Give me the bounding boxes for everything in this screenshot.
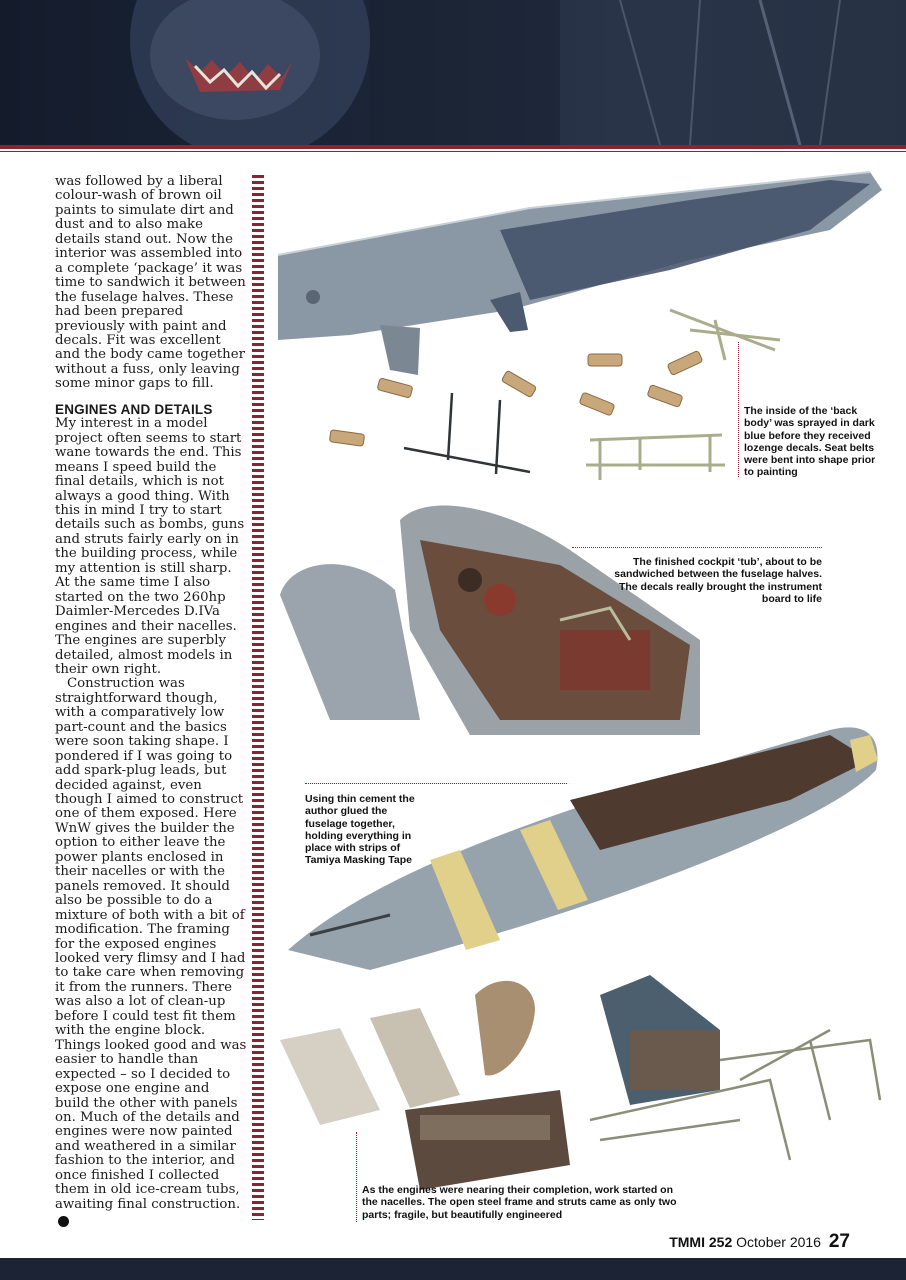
body-paragraph-3-text: Construction was straightforward though, with a comparatively low part-count and the basics were soon taking shape. I pondered if I was going to add spark-plug leads, but decided against, even though I aimed to construct one of them exposed. Here WnW gives the builder the option to either leave the power plants enclosed in their nacelles or with the panels removed. It should also be possible to do a mixture of both with a bit of modification. The framing for the exposed engines looked very flimsy and I had to take care when removing it from the runners. There was also a lot of clean-up before I could test fit them with the engine block. Things looked good and was easier to handle than expected – so I decided to expose one engine and build the other with panels on. Much of the details and engines were now painted and weathered in a similar fashion to the interior, and once finished I collected them in old ice-cream tubs, awaiting final construction.: [55, 676, 247, 1212]
header-photo: [0, 0, 906, 145]
article-body: [55, 175, 247, 1227]
caption-leader-cement: [305, 783, 567, 784]
page-footer: [669, 1231, 850, 1253]
footer-band: [0, 1258, 906, 1280]
body-paragraph-1: was followed by a liberal colour-wash of brown oil paints to simulate dirt and dust and to also make details stand out. Now the interior was assembled into a complete ‘package’ it was time to sandwich it between the fuselage halves. These had been prepared previously with paint and decals. Fit was excellent and the body came together without a fuss, only leaving some minor gaps to fill.: [55, 174, 246, 392]
caption-cockpit-tub: The finished cockpit ‘tub’, about to be sandwiched between the fuselage halves. The decals really brought the instrument board to life: [614, 556, 822, 605]
page-number: 27: [828, 1231, 850, 1252]
end-of-article-icon: ▶: [58, 1216, 69, 1227]
body-paragraph-3: [55, 677, 247, 1227]
caption-engines: As the engines were nearing their completion, work started on the nacelles. The open steel frame and struts came as only two parts; fragile, but beautifully engineered: [362, 1184, 677, 1221]
body-paragraph-2: My interest in a model project often seems to start wane towards the end. This means I speed build the final details, which is not always a good thing. With this in mind I try to start details such as bombs, guns and struts fairly early on in the building process, while my attention is still sharp. At the same time I also started on the two 260hp Daimler-Mercedes D.IVa engines and their nacelles. The engines are superbly detailed, almost models in their own right.: [55, 416, 245, 677]
seat-belts-photo: [329, 350, 703, 446]
striped-divider: [252, 175, 264, 1220]
magazine-issue: TMMI 252: [669, 1234, 733, 1250]
build-photos: [270, 160, 890, 1222]
engines-photo: [280, 975, 880, 1190]
caption-cement: Using thin cement the author glued the fuselage together, holding everything in place with strips of Tamiya Masking Tape: [305, 793, 415, 867]
header-rule-thin: [0, 151, 906, 152]
caption-leader-cockpit: [572, 547, 822, 548]
caption-leader-back-body: [738, 342, 739, 477]
caption-back-body: The inside of the ‘back body’ was sprayed in dark blue before they received lozenge decals. Seat belts were bent into shape prior to painting: [744, 405, 876, 479]
cockpit-tub-photo: [280, 505, 700, 735]
header-rule: [0, 145, 906, 149]
back-body-photo: [278, 172, 882, 375]
struts-photo: [404, 393, 530, 474]
issue-date: October 2016: [736, 1234, 821, 1250]
caption-leader-engines: [356, 1132, 357, 1222]
section-heading: ENGINES AND DETAILS: [55, 401, 213, 417]
